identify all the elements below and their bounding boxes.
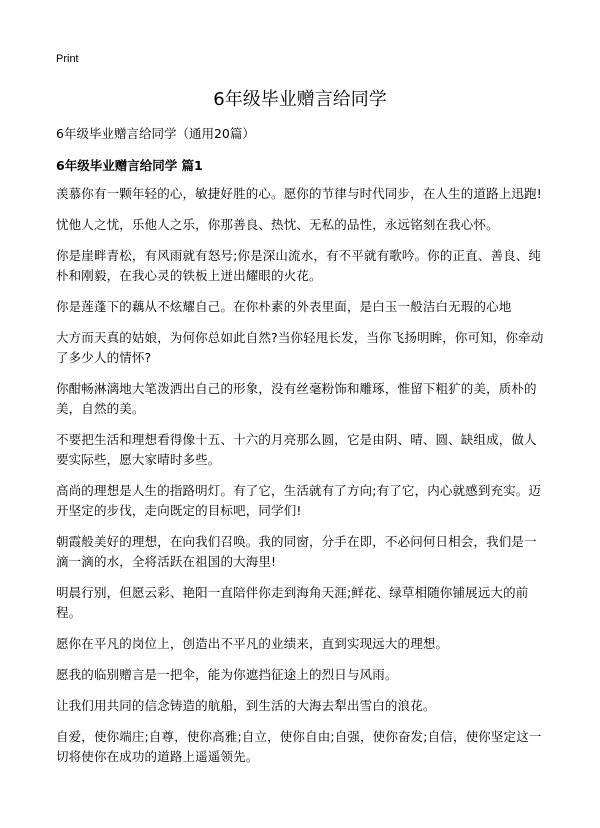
paragraph: 愿你在平凡的岗位上，创造出不平凡的业绩来，直到实现远大的理想。	[56, 636, 449, 651]
paragraph: 你是莲蓬下的藕从不炫耀自己。在你朴素的外表里面，是白玉一般洁白无瑕的心地	[56, 299, 512, 314]
paragraph: 忧他人之忧，乐他人之乐，你那善良、热忱、无私的品性，永远铭刻在我心怀。	[56, 217, 499, 232]
paragraph: 朝霞般美好的理想，在向我们召唤。我的同窗，分手在即，不必问何日相会，我们是一滴一滴的水，全将活跃在祖国的大海里!	[56, 534, 537, 569]
paragraph: 高尚的理想是人生的指路明灯。有了它，生活就有了方向;有了它，内心就感到充实。迈开坚定的步伐，走向既定的目标吧，同学们!	[56, 483, 542, 518]
paragraph: 明晨行别，但愿云彩、艳阳一直陪伴你走到海角天涯;鲜花、绿草相随你铺展远大的前程。	[56, 585, 529, 620]
document-subtitle: 6年级毕业赠言给同学（通用20篇）	[56, 126, 255, 141]
paragraph: 不要把生活和理想看得像十五、十六的月亮那么圆，它是由阴、晴、圆、缺组成，做人要实际些，愿大家晴时多些。	[56, 432, 537, 467]
paragraph: 你是崖畔青松，有风雨就有怒号;你是深山流水，有不平就有歌吟。你的正直、善良、纯朴和刚毅，在我心灵的铁板上迸出耀眼的火花。	[56, 248, 542, 283]
paragraph: 自爱，使你端庄;自尊，使你高雅;自立，使你自由;自强，使你奋发;自信，使你坚定这一切将使你在成功的道路上遥遥领先。	[56, 729, 542, 764]
paragraph: 大方而天真的姑娘，为何你总如此自然?当你轻甩长发，当你飞扬明眸，你可知，你牵动了多少人的情怀?	[56, 330, 544, 365]
paragraph: 愿我的临别赠言是一把伞，能为你遮挡征途上的烈日与风雨。	[56, 667, 398, 682]
paragraph: 让我们用共同的信念铸造的航船，到生活的大海去犁出雪白的浪花。	[56, 698, 436, 713]
print-link[interactable]: Print	[56, 53, 79, 65]
paragraph: 羡慕你有一颗年轻的心，敏捷好胜的心。愿你的节律与时代同步，在人生的道路上迅跑!	[56, 186, 542, 201]
paragraph-list	[56, 184, 544, 767]
paragraph: 你酣畅淋漓地大笔泼洒出自己的形象，没有丝毫粉饰和雕琢，惟留下粗犷的美，质朴的美，自然的美。	[56, 381, 537, 416]
page-title: 6年级毕业赠言给同学	[213, 89, 387, 110]
section-heading: 6年级毕业赠言给同学 篇1	[56, 158, 203, 173]
